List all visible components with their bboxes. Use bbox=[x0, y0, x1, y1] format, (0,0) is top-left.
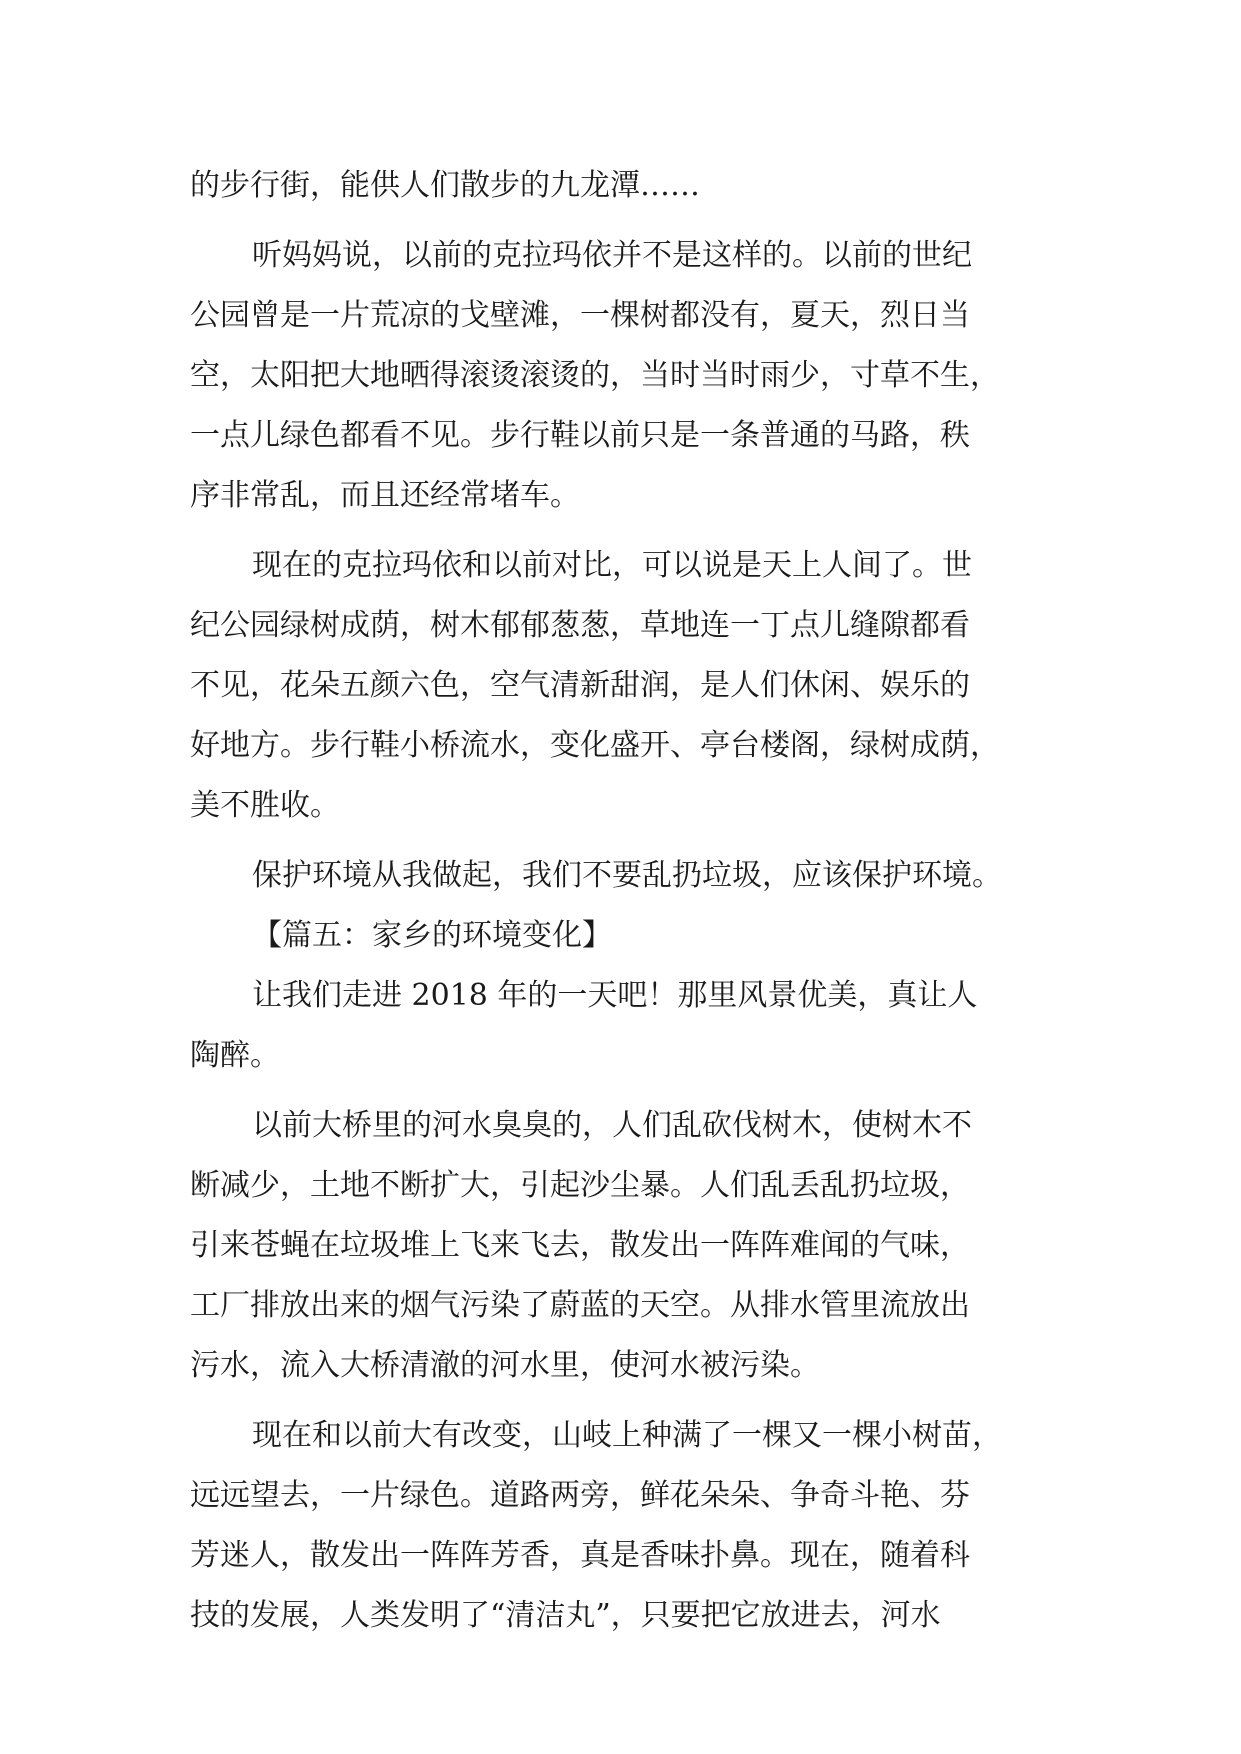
text-line: 现在和以前大有改变，山岐上种满了一棵又一棵小树苗， bbox=[252, 1418, 1002, 1453]
text-line: 远远望去，一片绿色。道路两旁，鲜花朵朵、争奇斗艳、芬 bbox=[190, 1478, 970, 1513]
text-line: 污水，流入大桥清澈的河水里，使河水被污染。 bbox=[190, 1348, 820, 1383]
text-line: 工厂排放出来的烟气污染了蔚蓝的天空。从排水管里流放出 bbox=[190, 1288, 970, 1323]
text-line: 纪公园绿树成荫，树木郁郁葱葱，草地连一丁点儿缝隙都看 bbox=[190, 608, 970, 643]
text-line: 美不胜收。 bbox=[190, 788, 340, 823]
text-line: 芳迷人，散发出一阵阵芳香，真是香味扑鼻。现在，随着科 bbox=[190, 1538, 970, 1573]
text-line: 陶醉。 bbox=[190, 1038, 280, 1073]
text-line: 序非常乱，而且还经常堵车。 bbox=[190, 478, 580, 513]
text-line: 好地方。步行鞋小桥流水，变化盛开、亭台楼阁，绿树成荫， bbox=[190, 728, 1000, 763]
text-line: 技的发展，人类发明了“清洁丸”，只要把它放进去，河水 bbox=[190, 1598, 941, 1633]
text-line: 公园曾是一片荒凉的戈壁滩，一棵树都没有，夏天，烈日当 bbox=[190, 298, 970, 333]
text-line: 让我们走进 2018 年的一天吧！那里风景优美，真让人 bbox=[252, 978, 978, 1013]
text-line: 现在的克拉玛依和以前对比，可以说是天上人间了。世 bbox=[252, 548, 972, 583]
text-line: 引来苍蝇在垃圾堆上飞来飞去，散发出一阵阵难闻的气味， bbox=[190, 1228, 970, 1263]
text-line: 【篇五：家乡的环境变化】 bbox=[252, 918, 612, 953]
text-line: 不见，花朵五颜六色，空气清新甜润，是人们休闲、娱乐的 bbox=[190, 668, 970, 703]
text-line: 以前大桥里的河水臭臭的，人们乱砍伐树木，使树木不 bbox=[252, 1108, 972, 1143]
text-line: 空，太阳把大地晒得滚烫滚烫的，当时当时雨少，寸草不生， bbox=[190, 358, 1000, 393]
text-line: 的步行街，能供人们散步的九龙潭…… bbox=[190, 168, 700, 203]
text-line: 保护环境从我做起，我们不要乱扔垃圾，应该保护环境。 bbox=[252, 858, 1002, 893]
document-body bbox=[190, 156, 1060, 1646]
text-line: 一点儿绿色都看不见。步行鞋以前只是一条普通的马路，秩 bbox=[190, 418, 970, 453]
text-line: 断减少，土地不断扩大，引起沙尘暴。人们乱丢乱扔垃圾， bbox=[190, 1168, 970, 1203]
text-line: 听妈妈说，以前的克拉玛依并不是这样的。以前的世纪 bbox=[252, 238, 972, 273]
